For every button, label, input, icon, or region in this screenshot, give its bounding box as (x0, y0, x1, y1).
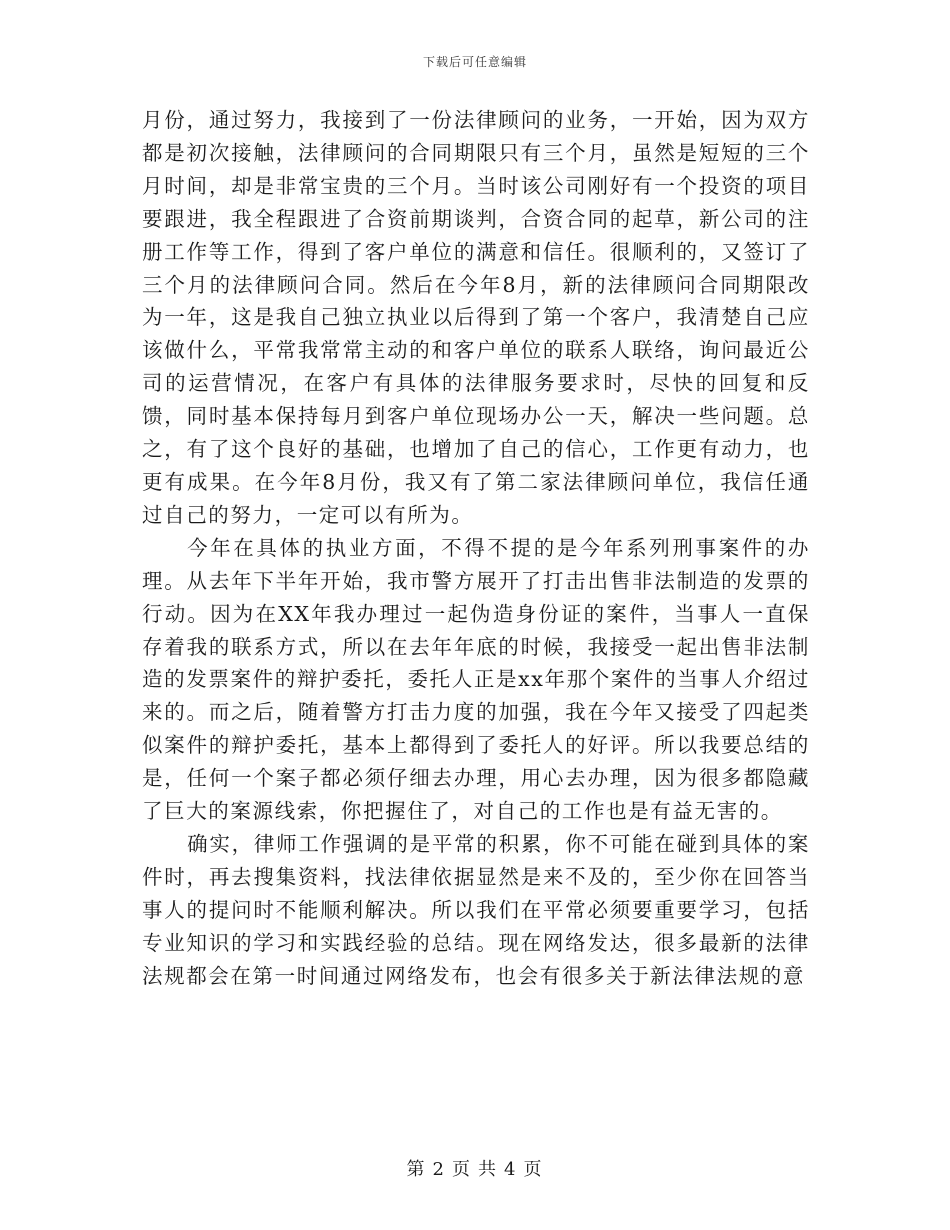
footer-total-pages: 4 (504, 1159, 518, 1180)
footer-suffix: 页 (523, 1159, 544, 1180)
footer-prefix: 第 (406, 1159, 427, 1180)
document-body (142, 104, 810, 992)
footer-current-page: 2 (432, 1159, 446, 1180)
page-header: 下载后可任意编辑 (422, 55, 527, 69)
paragraph-1: 月份，通过努力，我接到了一份法律顾问的业务，一开始，因为双方都是初次接触，法律顾问的合同期限只有三个月，虽然是短短的三个月时间，却是非常宝贵的三个月。当时该公司刚好有一个投资的项目要跟进，我全程跟进了合资前期谈判，合资合同的起草，新公司的注册工作等工作，得到了客户单位的满意和信任。很顺利的，又签订了三个月的法律顾问合同。然后在今年8月，新的法律顾问合同期限改为一年，这是我自己独立执业以后得到了第一个客户，我清楚自己应该做什么，平常我常常主动的和客户单位的联系人联络，询问最近公司的运营情况，在客户有具体的法律服务要求时，尽快的回复和反馈，同时基本保持每月到客户单位现场办公一天，解决一些问题。总之，有了这个良好的基础，也增加了自己的信心，工作更有动力，也更有成果。在今年8月份，我又有了第二家法律顾问单位，我信任通过自己的努力，一定可以有所为。 (142, 108, 810, 527)
paragraph-3: 确实，律师工作强调的是平常的积累，你不可能在碰到具体的案件时，再去搜集资料，找法律依据显然是来不及的，至少你在回答当事人的提问时不能顺利解决。所以我们在平常必须要重要学习，包括专业知识的学习和实践经验的总结。现在网络发达，很多最新的法律法规都会在第一时间通过网络发布，也会有很多关于新法律法规的意 (142, 831, 810, 988)
page-footer (0, 1155, 950, 1181)
footer-total-word: 共 (478, 1159, 498, 1180)
paragraph-2: 今年在具体的执业方面，不得不提的是今年系列刑事案件的办理。从去年下半年开始，我市警方展开了打击出售非法制造的发票的行动。因为在XX年我办理过一起伪造身份证的案件，当事人一直保存着我的联系方式，所以在去年年底的时候，我接受一起出售非法制造的发票案件的辩护委托，委托人正是xx年那个案件的当事人介绍过来的。而之后，随着警方打击力度的加强，我在今年又接受了四起类似案件的辩护委托，基本上都得到了委托人的好评。所以我要总结的是，任何一个案子都必须仔细去办理，用心去办理，因为很多都隐藏了巨大的案源线索，你把握住了，对自己的工作也是有益无害的。 (142, 535, 810, 824)
footer-page-word: 页 (452, 1159, 472, 1180)
